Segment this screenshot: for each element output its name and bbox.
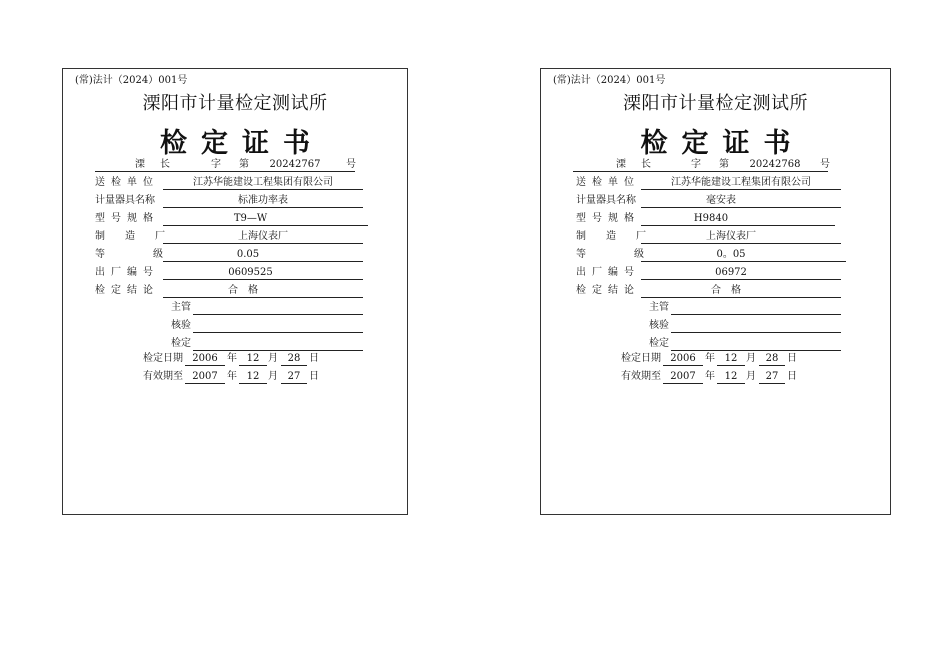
cert-hao: 号	[346, 159, 356, 170]
signature-line	[193, 302, 363, 315]
signature-line	[671, 302, 841, 315]
date-verified-month: 12	[246, 353, 260, 364]
day-unit: 日	[787, 371, 797, 382]
cert-di: 第	[719, 159, 729, 170]
year-unit: 年	[705, 353, 715, 364]
organization-name: 溧阳市计量检定测试所	[142, 93, 328, 114]
field-label-unit: 送检单位	[95, 177, 159, 188]
field-label-manufacturer: 制造厂	[576, 231, 666, 242]
date-verified-month: 12	[724, 353, 738, 364]
field-value-model: H9840	[693, 213, 729, 224]
signature-label-reviewer: 核验	[171, 320, 191, 331]
field-label-instrument: 计量器具名称	[95, 195, 155, 206]
day-unit: 日	[787, 353, 797, 364]
cert-number: 20242767	[269, 159, 321, 170]
field-value-model: T9—W	[233, 213, 268, 224]
month-unit: 月	[268, 371, 278, 382]
signature-label-supervisor: 主管	[171, 302, 191, 313]
field-value-unit: 江苏华能建设工程集团有限公司	[671, 177, 811, 188]
field-label-instrument: 计量器具名称	[576, 195, 636, 206]
certificate-left	[62, 68, 408, 515]
signature-line	[193, 320, 363, 333]
certificate-right	[540, 68, 891, 515]
signature-line	[671, 338, 841, 351]
field-label-serial: 出厂编号	[576, 267, 640, 278]
month-unit: 月	[746, 371, 756, 382]
cert-prefix-1: 溧	[135, 159, 145, 170]
signature-line	[671, 320, 841, 333]
signature-label-verifier: 检定	[171, 338, 191, 349]
year-unit: 年	[705, 371, 715, 382]
field-label-grade: 等级	[95, 249, 211, 260]
day-unit: 日	[309, 353, 319, 364]
field-label-conclusion: 检定结论	[95, 285, 159, 296]
month-unit: 月	[746, 353, 756, 364]
cert-hao: 号	[820, 159, 830, 170]
date-valid-year: 2007	[670, 371, 696, 382]
date-verified-label: 检定日期	[143, 353, 183, 364]
signature-label-verifier: 检定	[649, 338, 669, 349]
date-valid-label: 有效期至	[143, 371, 183, 382]
field-value-unit: 江苏华能建设工程集团有限公司	[193, 177, 333, 188]
signature-line	[193, 338, 363, 351]
signature-label-reviewer: 核验	[649, 320, 669, 331]
date-verified-day: 28	[765, 353, 779, 364]
month-unit: 月	[268, 353, 278, 364]
signature-label-supervisor: 主管	[649, 302, 669, 313]
field-value-conclusion: 合格	[228, 285, 268, 296]
date-verified-year: 2006	[192, 353, 218, 364]
date-valid-month: 12	[246, 371, 260, 382]
field-value-serial: 06972	[715, 267, 747, 278]
date-verified-label: 检定日期	[621, 353, 661, 364]
field-label-manufacturer: 制造厂	[95, 231, 185, 242]
date-valid-year: 2007	[192, 371, 218, 382]
field-label-model: 型号规格	[95, 213, 159, 224]
date-valid-day: 27	[287, 371, 301, 382]
field-value-serial: 0609525	[228, 267, 273, 278]
field-label-conclusion: 检定结论	[576, 285, 640, 296]
day-unit: 日	[309, 371, 319, 382]
reference-number: (常)法计（2024）001号	[75, 75, 188, 86]
field-value-grade: 0。05	[716, 249, 746, 260]
date-valid-month: 12	[724, 371, 738, 382]
field-label-grade: 等级	[576, 249, 692, 260]
cert-di: 第	[239, 159, 249, 170]
field-value-instrument: 毫安表	[706, 195, 736, 206]
date-verified-year: 2006	[670, 353, 696, 364]
cert-number: 20242768	[749, 159, 801, 170]
organization-name: 溧阳市计量检定测试所	[623, 93, 808, 114]
field-value-manufacturer: 上海仪表厂	[706, 231, 756, 242]
cert-prefix-2: 长	[641, 159, 651, 170]
document-title: 检定证书	[640, 128, 805, 159]
field-label-model: 型号规格	[576, 213, 640, 224]
date-valid-label: 有效期至	[621, 371, 661, 382]
field-label-serial: 出厂编号	[95, 267, 159, 278]
date-verified-day: 28	[287, 353, 301, 364]
field-value-instrument: 标准功率表	[238, 195, 288, 206]
cert-zi: 字	[211, 159, 221, 170]
cert-prefix-1: 溧	[616, 159, 626, 170]
cert-prefix-2: 长	[160, 159, 170, 170]
field-value-grade: 0.05	[236, 249, 260, 260]
year-unit: 年	[227, 353, 237, 364]
cert-zi: 字	[691, 159, 701, 170]
field-label-unit: 送检单位	[576, 177, 640, 188]
reference-number: (常)法计（2024）001号	[553, 75, 666, 86]
field-value-manufacturer: 上海仪表厂	[238, 231, 288, 242]
field-value-conclusion: 合格	[711, 285, 751, 296]
document-title: 检定证书	[160, 128, 324, 159]
date-valid-day: 27	[765, 371, 779, 382]
year-unit: 年	[227, 371, 237, 382]
